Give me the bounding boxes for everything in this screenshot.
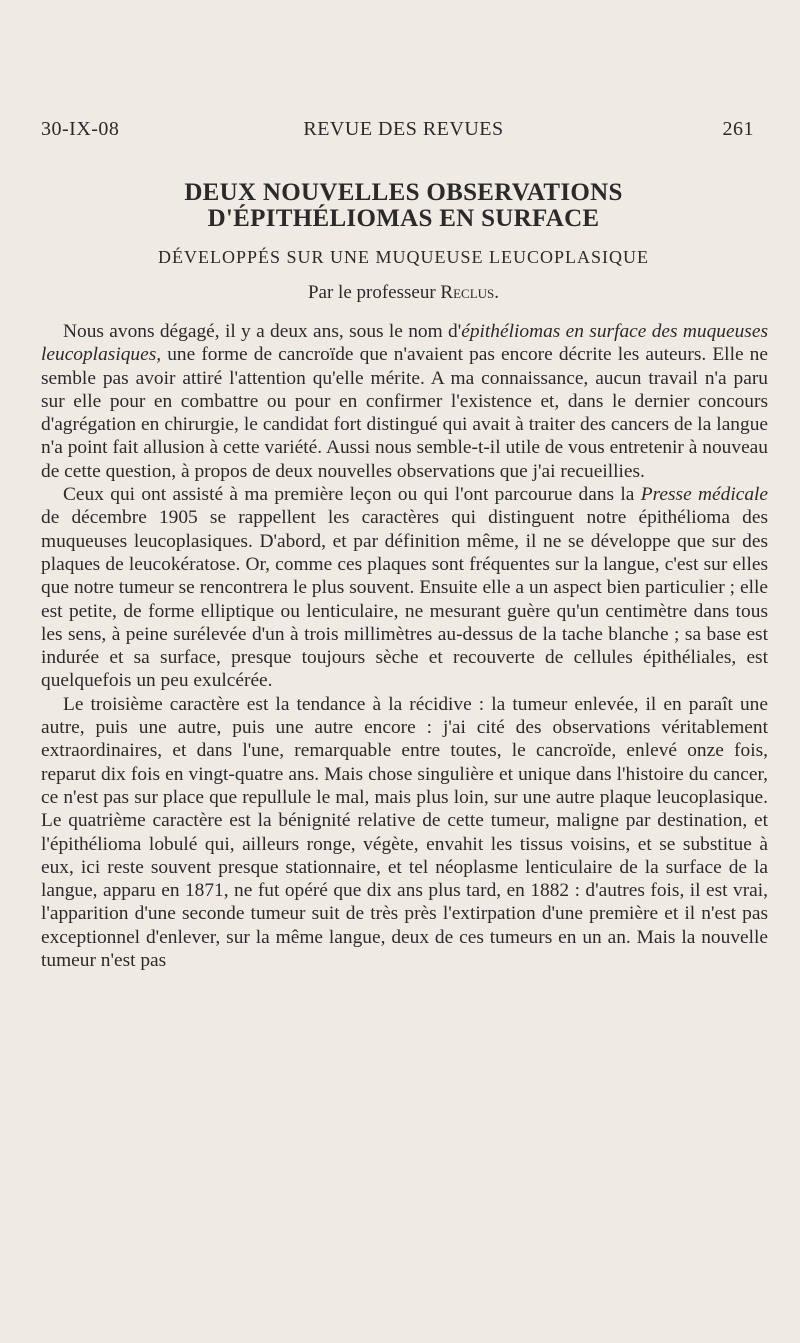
journal-name: REVUE DES REVUES <box>303 118 504 140</box>
article-title-line-2: D'ÉPITHÉLIOMAS EN SURFACE <box>207 205 600 232</box>
paragraph-1 <box>41 320 768 483</box>
article-subtitle: DÉVELOPPÉS SUR UNE MUQUEUSE LEUCOPLASIQUE <box>157 247 650 267</box>
author-prefix: Par le professeur <box>307 282 436 303</box>
issue-date: 30-IX-08 <box>41 118 120 140</box>
article-body <box>41 320 768 972</box>
author-name: Reclus. <box>440 282 500 303</box>
author-line <box>41 282 766 304</box>
paragraph-2 <box>41 483 768 693</box>
paragraph-2-text-a: Ceux qui ont assisté à ma première leçon ou qui l'ont parcourue dans la <box>63 484 641 506</box>
paragraph-3: Le troisième caractère est la tendance à la récidive : la tumeur enlevée, il en paraît une autre, puis une autre, puis une autre encore : j'ai cité des observations véritablement extraordinaires, et dans l'une, remarquable entre toutes, le cancroïde, enlevé onze fois, reparut dix fois en vingt-quatre ans. Mais chose singulière et unique dans l'histoire du cancer, ce n'est pas sur place que repullule le mal, mais plus loin, sur une autre plaque leucoplasique. Le quatrième caractère est la bénignité relative de cette tumeur, maligne par destination, et l'épithélioma lobulé qui, ailleurs ronge, végète, envahit les tissus voisins, et se substitue à eux, ici reste souvent presque stationnaire, et tel néoplasme lenticulaire de la surface de la langue, apparu en 1871, ne fut opéré que dix ans plus tard, en 1882 : d'autres fois, il est vrai, l'apparition d'une seconde tumeur suit de très près l'extirpation d'une première et il n'est pas exceptionnel d'enlever, sur la même langue, deux de ces tumeurs en un an. Mais la nouvelle tumeur n'est pas <box>41 693 768 972</box>
page-number: 261 <box>722 118 754 140</box>
paragraph-1-text-b: une forme de cancroïde que n'avaient pas encore décrite les auteurs. Elle ne semble pas avoir attiré l'attention qu'elle mérite. A ma connaissance, aucun travail n'a paru sur elle pour en combattre ou pour en confirmer l'existence et, dans le dernier concours d'agrégation en chirurgie, le candidat fort distingué qui avait à traiter des cancers de la langue n'a point fait allusion à cette variété. Aussi nous semble-t-il utile de vous entretenir à nouveau de cette question, à propos de deux nouvelles observations que j'ai recueillies. <box>41 344 768 482</box>
paragraph-2-italic: Presse médicale <box>640 484 769 506</box>
paragraph-1-text-a: Nous avons dégagé, il y a deux ans, sous le nom d' <box>63 321 462 342</box>
article-heading <box>41 180 766 304</box>
article-title-line-1: DEUX NOUVELLES OBSERVATIONS <box>184 179 623 206</box>
paragraph-1-italic: épithéliomas en surface des muqueuses leucoplasiques, <box>41 321 768 366</box>
paragraph-2-text-b: de décembre 1905 se rappellent les caractères qui distinguent notre épithélioma des muqueuses leucoplasiques. D'abord, et par définition même, il ne se développe que sur des plaques de leucokératose. Or, comme ces plaques sont fréquentes sur la langue, c'est sur elles que notre tumeur se rencontrera le plus souvent. Ensuite elle a un aspect bien particulier ; elle est petite, de forme elliptique ou lenticulaire, ne mesurant guère qu'un centimètre dans tous les sens, à peine surélevée d'un à trois millimètres au-dessus de la tache blanche ; sa base est indurée et sa surface, presque toujours sèche et recouverte de cellules épithéliales, est quelquefois un peu exulcérée. <box>41 507 768 692</box>
